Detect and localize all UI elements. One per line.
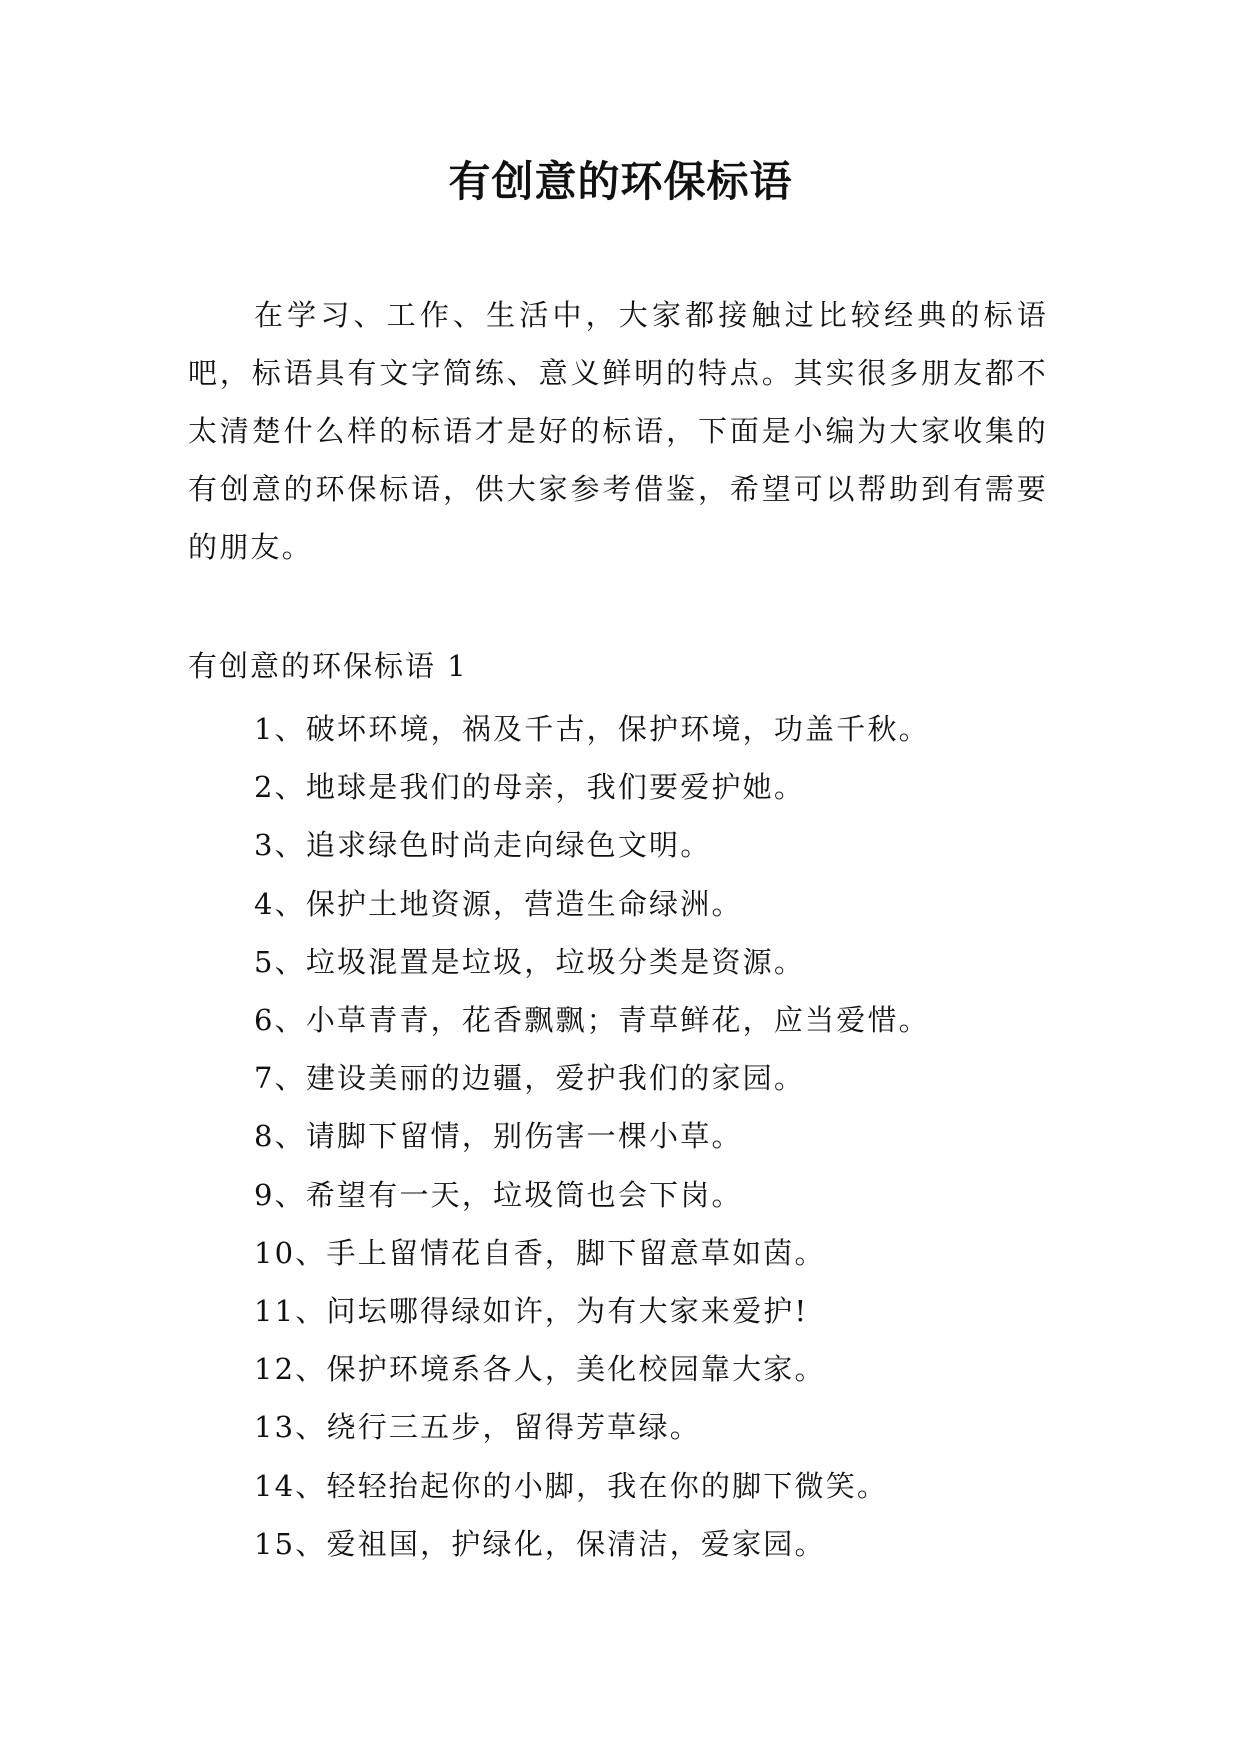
page-title: 有创意的环保标语 [448,157,793,206]
slogan-item: 15、爱祖国，护绿化，保清洁，爱家园。 [254,1526,826,1561]
intro-paragraph: 在学习、工作、生活中，大家都接触过比较经典的标语吧，标语具有文字简练、意义鲜明的特点。其实很多朋友都不太清楚什么样的标语才是好的标语，下面是小编为大家收集的有创意的环保标语，供大家参考借鉴，希望可以帮助到有需要的朋友。 [188,298,1048,564]
slogan-item: 4、保护土地资源，营造生命绿洲。 [254,886,743,921]
slogan-item: 1、破坏环境，祸及千古，保护环境，功盖千秋。 [254,712,930,746]
slogan-item: 6、小草青青，花香飘飘；青草鲜花，应当爱惜。 [254,1003,930,1038]
slogan-item: 14、轻轻抬起你的小脚，我在你的脚下微笑。 [254,1468,889,1503]
slogan-item: 2、地球是我们的母亲，我们要爱护她。 [254,770,806,805]
slogan-list [254,700,930,1573]
slogan-item: 5、垃圾混置是垃圾，垃圾分类是资源。 [254,944,806,979]
slogan-item: 11、问坛哪得绿如许，为有大家来爱护! [254,1294,809,1329]
slogan-item: 13、绕行三五步，留得芳草绿。 [254,1410,701,1445]
section-heading: 有创意的环保标语 1 [188,649,468,683]
slogan-item: 3、追求绿色时尚走向绿色文明。 [254,828,712,863]
slogan-item: 10、手上留情花自香，脚下留意草如茵。 [254,1235,826,1270]
slogan-item: 12、保护环境系各人，美化校园靠大家。 [254,1352,826,1387]
slogan-item: 7、建设美丽的边疆，爱护我们的家园。 [254,1061,806,1096]
slogan-item: 8、请脚下留情，别伤害一棵小草。 [254,1119,743,1154]
slogan-item: 9、希望有一天，垃圾筒也会下岗。 [254,1177,743,1212]
